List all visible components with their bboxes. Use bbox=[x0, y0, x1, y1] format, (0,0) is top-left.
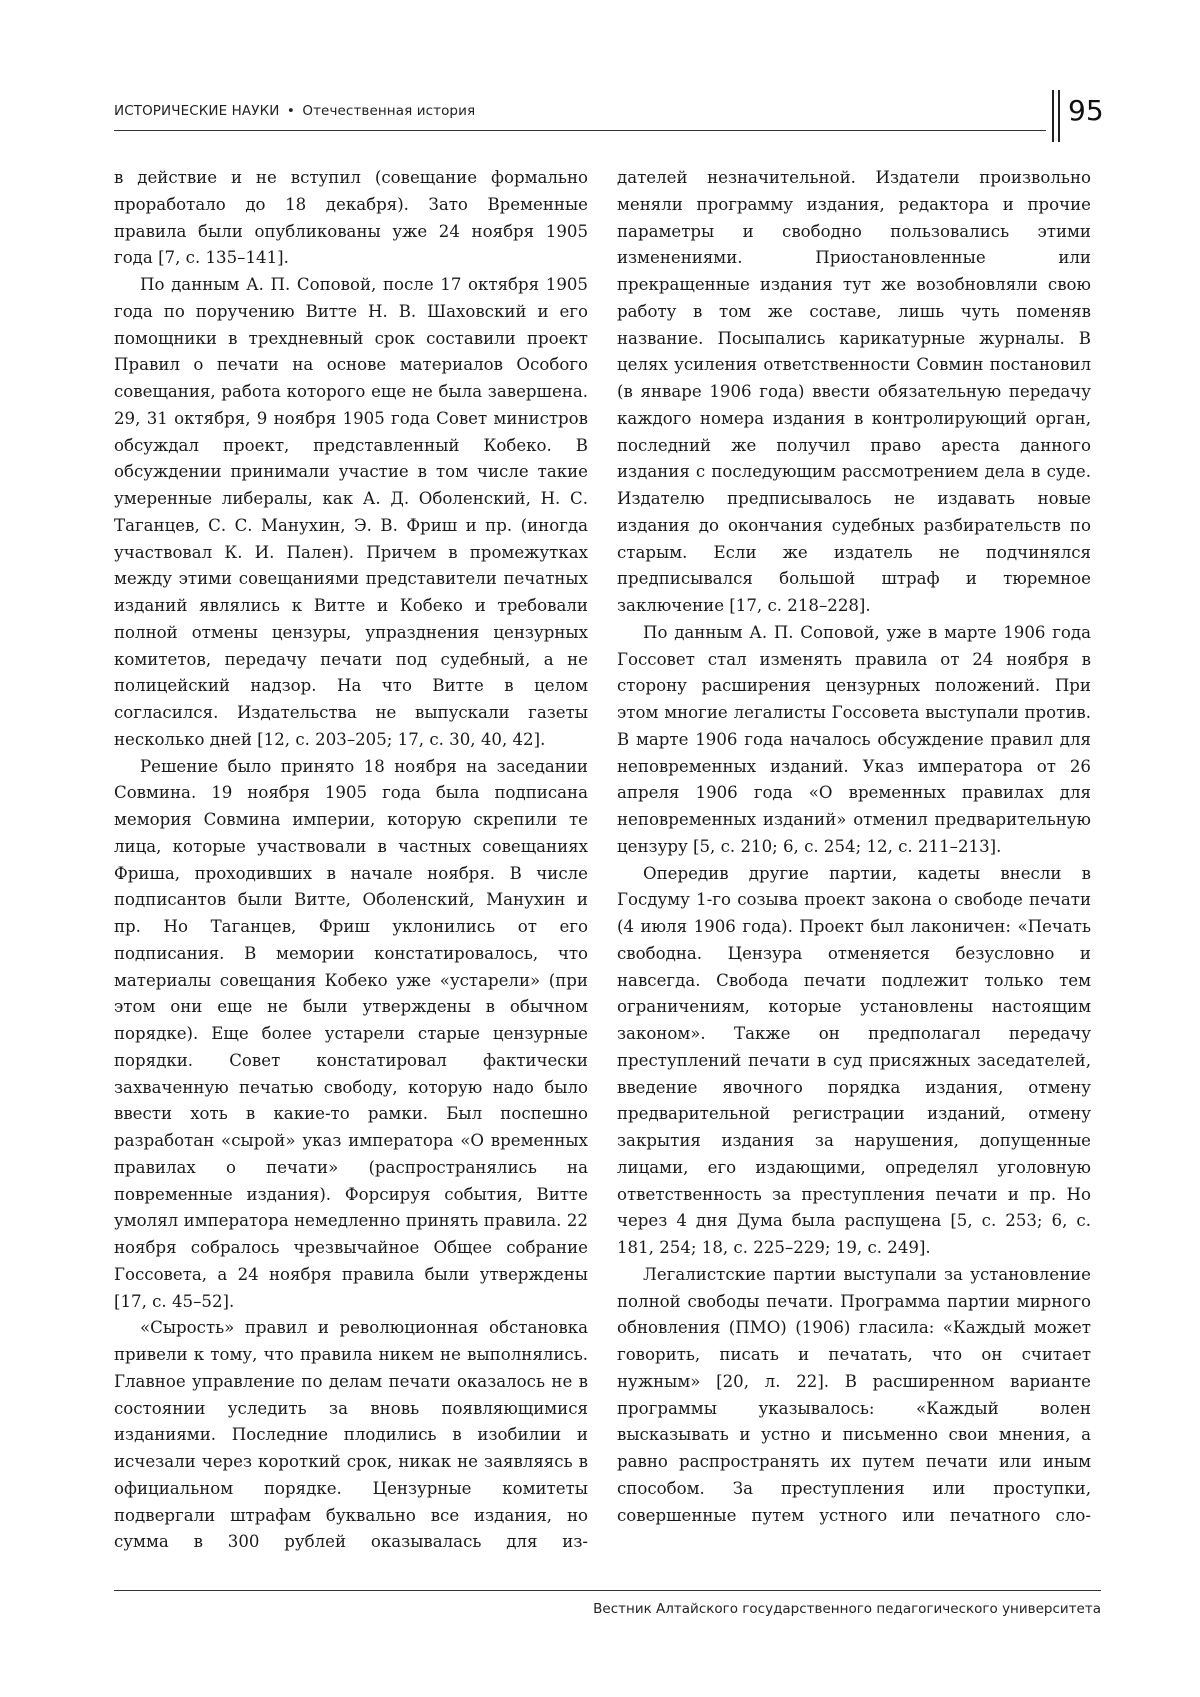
journal-footer: Вестник Алтайского государственного педагогического университета bbox=[593, 1601, 1101, 1617]
running-header bbox=[114, 103, 1046, 119]
right-column bbox=[617, 165, 1091, 1529]
footer-rule bbox=[114, 1590, 1101, 1591]
page-bar-left bbox=[1052, 90, 1054, 142]
paragraph: По данным А. П. Соповой, уже в марте 1906 года Госсовет стал изменять правила от 24 ноября в сторону расширения цензурных положений. При этом многие легалисты Госсовета выступали против. В марте 1906 года началось обсуждение правил для неповременных изданий. Указ императора от 26 апреля 1906 года «О временных правилах для неповременных изданий» отменил предварительную цензуру [5, с. 210; 6, с. 254; 12, с. 211–213]. bbox=[617, 622, 1091, 856]
header-rule bbox=[114, 130, 1046, 131]
paragraph: «Сырость» правил и революционная обстановка привели к тому, что правила никем не выполнялись. Главное управление по делам печати оказалось не в состоянии уследить за вновь появляющимися изданиями. Последние плодились в изобилии и исчезали через короткий срок, никак не заявляясь в официальном порядке. Цензурные комитеты подвергали штрафам буквально все издания, но сумма в 300 рублей оказывалась для из- bbox=[114, 1318, 588, 1552]
page-number: 95 bbox=[1068, 94, 1104, 127]
paragraph: Легалистские партии выступали за установление полной свободы печати. Программа партии мирного обновления (ПМО) (1906) гласила: «Каждый может говорить, писать и печатать, что он считает нужным» [20, л. 22]. В расширенном варианте программы указывалось: «Каждый волен высказывать и устно и письменно свои мнения, а равно распространять их путем печати или иным способом. За преступления или проступки, совершенные путем устного или печатного сло- bbox=[617, 1264, 1091, 1525]
page-bar-right bbox=[1058, 90, 1060, 142]
paragraph: Решение было принято 18 ноября на заседании Совмина. 19 ноября 1905 года была подписана мемория Совмина империи, которую скрепили те лица, которые участвовали в частных совещаниях Фриша, проходивших в начале ноября. В числе подписантов были Витте, Оболенский, Манухин и пр. Но Таганцев, Фриш уклонились от его подписания. В мемории констатировалось, что материалы совещания Кобеко уже «устарели» (при этом они еще не были утверждены в обычном порядке). Еще более устарели старые цензурные порядки. Совет констатировал фактически захваченную печатью свободу, которую надо было ввести хоть в какие-то рамки. Был поспешно разработан «сырой» указ императора «О временных правилах о печати» (распространялись на повременные издания). Форсируя события, Витте умолял императора немедленно принять правила. 22 ноября собралось чрезвычайное Общее собрание Госсовета, а 24 ноября правила были утверждены [17, с. 45–52]. bbox=[114, 756, 588, 1311]
subsection-title: Отечественная история bbox=[302, 103, 476, 119]
section-title: ИСТОРИЧЕСКИЕ НАУКИ bbox=[114, 103, 280, 119]
left-column bbox=[114, 165, 588, 1556]
paragraph: в действие и не вступил (совещание формально проработало до 18 декабря). Зато Временные правила были опубликованы уже 24 ноября 1905 года [7, с. 135–141]. bbox=[114, 168, 588, 268]
paragraph: дателей незначительной. Издатели произвольно меняли программу издания, редактора и прочие параметры и свободно пользовались этими изменениями. Приостановленные или прекращенные издания тут же возобновляли свою работу в том же составе, лишь чуть поменяв название. Посыпались карикатурные журналы. В целях усиления ответственности Совмин постановил (в январе 1906 года) ввести обязательную передачу каждого номера издания в контролирующий орган, последний же получил право ареста данного издания с последующим рассмотрением дела в суде. Издателю предписывалось не издавать новые издания до окончания судебных разбирательств по старым. Если же издатель не подчинялся предписывался большой штраф и тюремное заключение [17, с. 218–228]. bbox=[617, 168, 1091, 615]
page-number-bars bbox=[1052, 90, 1060, 142]
header-separator: • bbox=[286, 103, 295, 119]
paragraph: По данным А. П. Соповой, после 17 октября 1905 года по поручению Витте Н. В. Шаховский и его помощники в трехдневный срок составили проект Правил о печати на основе материалов Особого совещания, работа которого еще не была завершена. 29, 31 октября, 9 ноября 1905 года Совет министров обсуждал проект, представленный Кобеко. В обсуждении принимали участие в том числе такие умеренные либералы, как А. Д. Оболенский, Н. С. Таганцев, С. С. Манухин, Э. В. Фриш и пр. (иногда участвовал К. И. Пален). Причем в промежутках между этими совещаниями представители печатных изданий являлись к Витте и Кобеко и требовали полной отмены цензуры, упразднения цензурных комитетов, передачу печати под судебный, а не полицейский надзор. На что Витте в целом согласился. Издательства не выпускали газеты несколько дней [12, с. 203–205; 17, с. 30, 40, 42]. bbox=[114, 275, 588, 749]
paragraph: Опередив другие партии, кадеты внесли в Госдуму 1-го созыва проект закона о свободе печати (4 июля 1906 года). Проект был лаконичен: «Печать свободна. Цензура отменяется безусловно и навсегда. Свобода печати подлежит только тем ограничениям, которые установлены настоящим законом». Также он предполагал передачу преступлений печати в суд присяжных заседателей, введение явочного порядка издания, отмену предварительной регистрации изданий, отмену закрытия издания за нарушения, допущенные лицами, его издающими, определял уголовную ответственность за преступления печати и пр. Но через 4 дня Дума была распущена [5, с. 253; 6, с. 181, 254; 18, с. 225–229; 19, с. 249]. bbox=[617, 863, 1091, 1257]
